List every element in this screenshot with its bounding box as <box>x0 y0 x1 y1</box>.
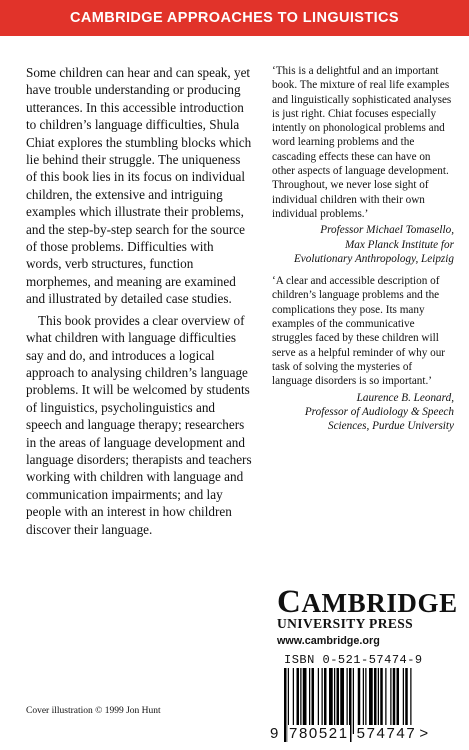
series-banner <box>0 0 469 36</box>
cover-credit: Cover illustration © 1999 Jon Hunt <box>26 706 161 716</box>
publisher-subtitle: UNIVERSITY PRESS <box>277 616 414 631</box>
series-title: CAMBRIDGE APPROACHES TO LINGUISTICS <box>70 10 399 26</box>
review-affiliation-line-1: Max Planck Institute for <box>344 238 454 251</box>
review-attribution <box>272 223 454 266</box>
publisher-name-rest: AMBRIDGE <box>301 588 458 618</box>
review-tomasello <box>272 64 454 266</box>
barcode-lead-digit: 9 <box>270 725 284 742</box>
review-affiliation-line-2: Sciences, Purdue University <box>327 420 454 433</box>
publisher-name-initial: C <box>277 584 302 620</box>
review-quote: ‘This is a delightful and an important book. The mixture of real life examples and linguistically sophisticated analyses is just right. Chiat focuses especially intently on phonological problems and word learning problems and the cascading effects these can have on other aspects of language development. Throughout, we never lose sight of individual children with their own individual problems.’ <box>272 65 452 220</box>
publisher-name <box>277 584 458 620</box>
description-paragraph-2: This book provides a clear overview of what children with language difficulties say and do, and introduces a logical approach to analysing children’s language problems. It will be welcomed by students of linguistics, psycholinguistics and speech and language therapy; researchers in the areas of language development and language disorders; therapists and teachers working with children with language and communication impairments; and lay people with an interest in how children discover their language. <box>26 312 252 537</box>
barcode-group-1: 780521 <box>289 725 349 742</box>
review-quote: ‘A clear and accessible description of children’s language problems and the complications they pose. Its many examples of the communicative struggles faced by these children will serve as a helpful reminder of why our task of solving the mysteries of language disorders is so important.’ <box>272 275 446 388</box>
reviews-column <box>272 64 454 441</box>
review-affiliation-line-1: Professor of Audiology & Speech <box>304 405 454 418</box>
review-attribution <box>272 391 454 434</box>
publisher-logo <box>277 584 458 647</box>
barcode-digits <box>270 718 466 742</box>
publisher-url: www.cambridge.org <box>277 635 380 647</box>
barcode-group-2: 574747 <box>356 725 417 742</box>
book-description <box>26 64 252 538</box>
review-affiliation-line-2: Evolutionary Anthropology, Leipzig <box>293 252 454 265</box>
review-author: Professor Michael Tomasello, <box>320 224 454 237</box>
review-author: Laurence B. Leonard, <box>356 391 454 404</box>
description-paragraph-1: Some children can hear and can speak, yet have trouble understanding or producing utterances. In this accessible introduction to children’s language difficulties, Shula Chiat explores the stumbling blocks which lie behind their struggle. The uniqueness of this book lies in its focus on individual children, the extensive and intriguing examples which illustrate their problems, and the step-by-step search for the source of those problems. Difficulties with words, verb structures, function morphemes, and meaning are examined and illustrated by detailed case studies. <box>26 65 252 307</box>
review-leonard <box>272 274 454 433</box>
barcode-arrow: > <box>419 725 429 742</box>
isbn-number: ISBN 0-521-57474-9 <box>284 653 423 667</box>
